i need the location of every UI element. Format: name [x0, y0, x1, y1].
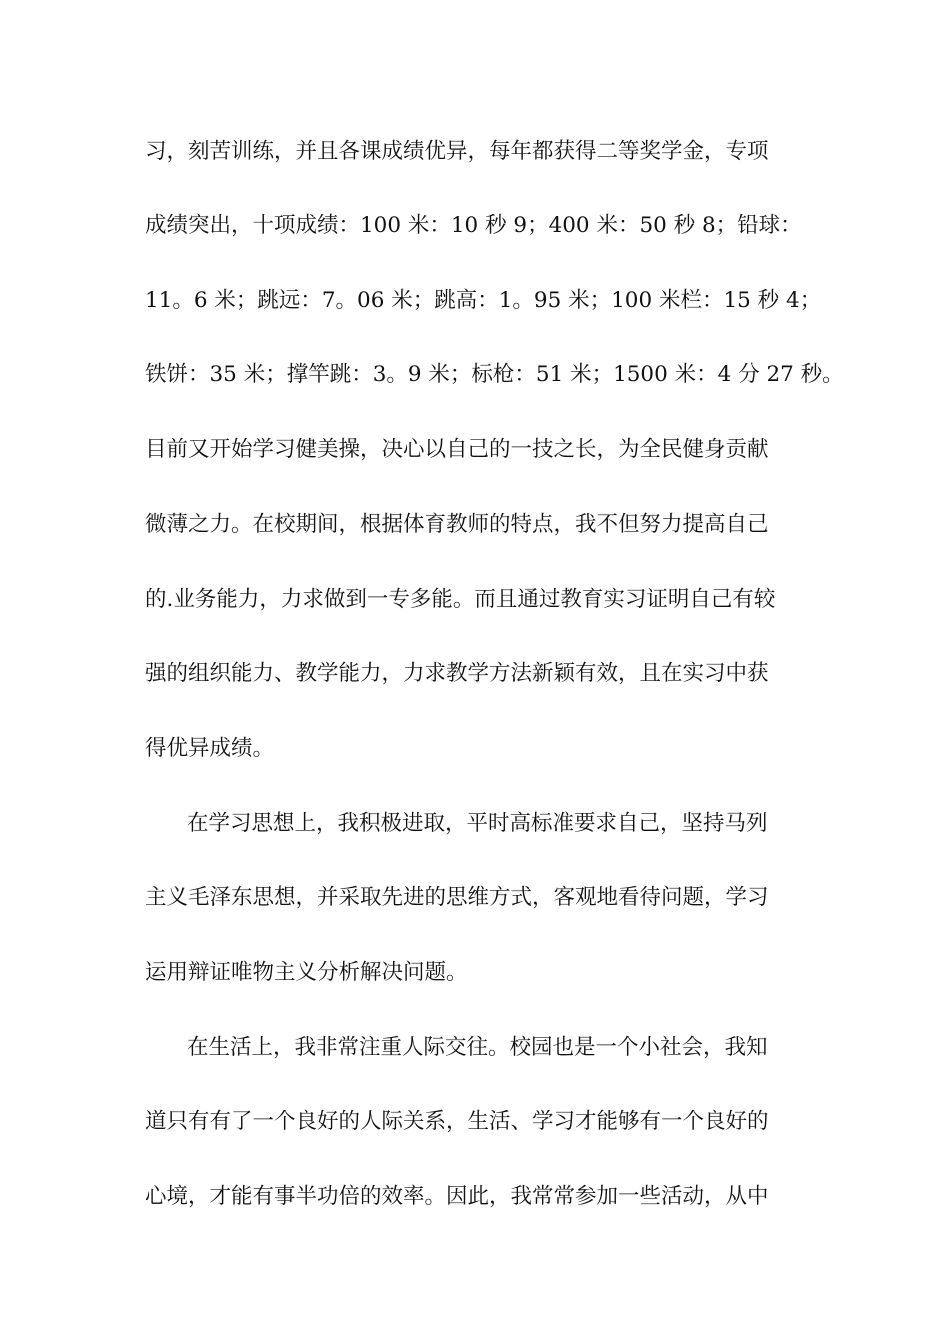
text-line: 微薄之力。在校期间，根据体育教师的特点，我不但努力提高自己 — [145, 512, 769, 537]
text-line: 的.业务能力，力求做到一专多能。而且通过教育实习证明自己有较 — [145, 587, 776, 612]
text-line: 得优异成绩。 — [145, 736, 275, 761]
text-line: 强的组织能力、教学能力，力求教学方法新颖有效，且在实习中获 — [145, 661, 769, 686]
text-line: 道只有有了一个良好的人际关系，生活、学习才能够有一个良好的 — [145, 1109, 769, 1134]
text-line: 习，刻苦训练，并且各课成绩优异，每年都获得二等奖学金，专项 — [145, 139, 769, 164]
text-line: 心境，才能有事半功倍的效率。因此，我常常参加一些活动，从中 — [145, 1184, 769, 1209]
paragraph-first-line: 在学习思想上，我积极进取，平时高标准要求自己，坚持马列 — [187, 811, 768, 836]
text-line: 目前又开始学习健美操，决心以自己的一技之长，为全民健身贡献 — [145, 437, 769, 462]
text-line: 11。6 米；跳远：7。06 米；跳高：1。95 米；100 米栏：15 秒 4； — [145, 288, 822, 313]
paragraph-first-line: 在生活上，我非常注重人际交往。校园也是一个小社会，我知 — [187, 1035, 768, 1060]
text-line: 铁饼：35 米；撑竿跳：3。9 米；标枪：51 米；1500 米：4 分 27 秒。 — [145, 362, 844, 387]
text-line: 成绩突出，十项成绩：100 米：10 秒 9；400 米：50 秒 8；铅球： — [145, 213, 802, 238]
text-line: 主义毛泽东思想，并采取先进的思维方式，客观地看待问题，学习 — [145, 885, 769, 910]
text-line: 运用辩证唯物主义分析解决问题。 — [145, 960, 468, 985]
